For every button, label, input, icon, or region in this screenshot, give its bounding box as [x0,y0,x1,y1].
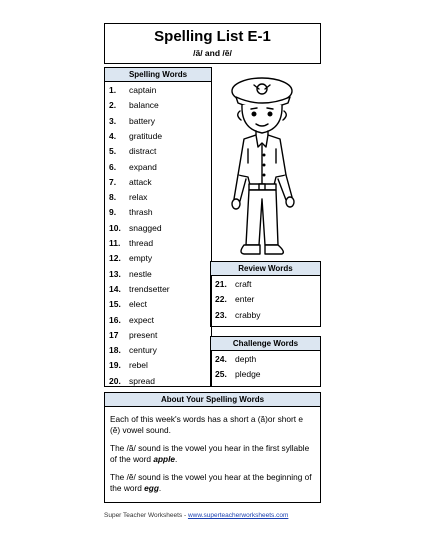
review-words-header: Review Words [211,262,320,276]
word-text: present [129,329,158,340]
word-number: 11. [109,238,121,248]
word-text: century [129,345,157,356]
word-text: balance [129,100,159,111]
word-text: snagged [129,222,162,233]
word-number: 13. [109,268,121,279]
word-text: relax [129,192,148,203]
word-number: 17 [109,329,119,340]
spelling-words-panel [104,67,212,387]
word-number: 25. [215,369,227,380]
word-text: attack [129,176,152,187]
word-number: 24. [215,354,227,364]
word-number: 9. [109,207,117,218]
page-subtitle: /ă/ and /ĕ/ [193,48,232,58]
word-text: thrash [129,207,153,218]
word-number: 1. [109,85,117,95]
word-number: 21. [215,279,227,289]
word-text: pledge [235,369,261,380]
word-number: 3. [109,115,117,126]
word-text: trendsetter [129,283,170,294]
word-number: 7. [109,176,117,187]
page-title: Spelling List E-1 [154,28,271,45]
word-text: battery [129,115,155,126]
word-text: rebel [129,360,148,371]
about-text [105,414,320,494]
word-number: 20. [109,375,121,386]
word-text: expand [129,161,157,172]
word-text: distract [129,146,157,157]
sailor-illustration [214,67,321,257]
word-number: 22. [215,294,227,305]
word-text: gratitude [129,130,163,141]
about-p2-text: The /ă/ sound is the vowel you hear in the first syllable of the word [110,443,310,464]
word-number: 14. [109,283,121,294]
review-words-panel [210,261,321,327]
word-text: empty [129,253,153,264]
about-paragraph-1: Each of this week's words has a short a (ă)or short e (ĕ) vowel sound. [110,414,303,435]
word-number: 18. [109,345,121,356]
about-p2-end: . [175,454,178,464]
word-number: 19. [109,360,121,371]
about-p3-end: . [158,483,162,493]
word-text: elect [129,299,147,310]
word-text: nestle [129,268,152,279]
about-p3-text: The /ĕ/ sound is the vowel you hear at the beginning of the word [110,472,312,493]
word-number: 15. [109,299,121,310]
word-text: expect [129,314,155,325]
spelling-words-header: Spelling Words [105,68,211,82]
challenge-words-header: Challenge Words [211,337,320,351]
sailor-icon [214,67,321,257]
word-number: 6. [109,161,117,172]
about-paragraph-2 [110,443,315,465]
challenge-words-panel [210,336,321,387]
word-text: spread [129,375,155,386]
word-number: 23. [215,309,227,320]
word-text: depth [235,354,257,364]
word-number: 5. [109,146,117,157]
word-text: enter [235,294,255,305]
about-p3-keyword: egg [144,483,159,493]
about-paragraph-3 [110,472,315,494]
about-panel [104,392,321,503]
title-box [104,23,321,64]
about-header: About Your Spelling Words [105,393,320,407]
word-text: captain [129,85,157,95]
footer [104,512,288,519]
word-number: 12. [109,253,121,264]
footer-link[interactable]: www.superteacherworksheets.com [187,512,289,519]
word-number: 4. [109,130,117,141]
word-text: craft [235,279,252,289]
word-number: 10. [109,222,121,233]
word-number: 8. [109,192,117,203]
footer-text: Super Teacher Worksheets - [104,512,188,519]
word-number: 2. [109,100,117,111]
word-text: thread [129,238,154,248]
about-p2-keyword: apple [153,454,176,464]
word-text: crabby [235,309,261,320]
word-number: 16. [109,314,121,325]
